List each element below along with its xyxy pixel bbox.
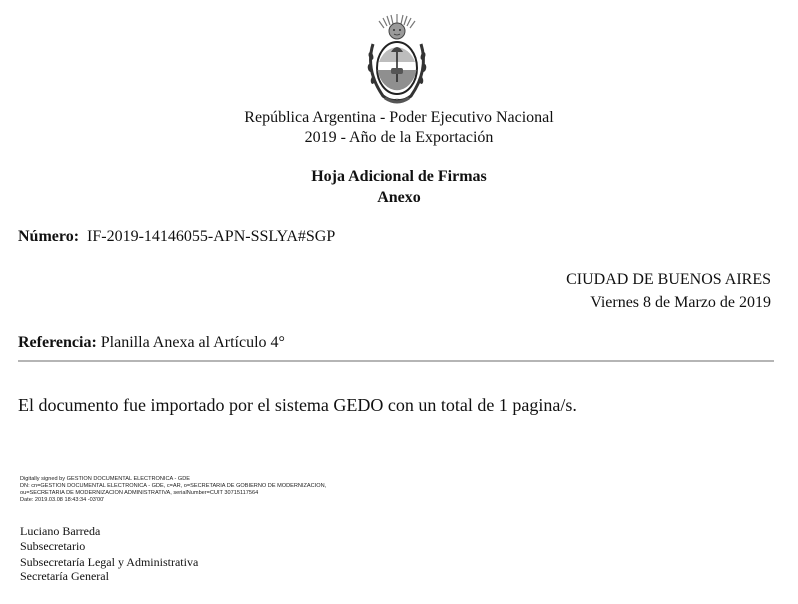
document-number [18,227,335,247]
document-subtitle: Anexo [377,189,421,206]
digital-signature-line: ou=SECRETARIA DE MODERNIZACION ADMINISTRATIVA, serialNumber=CUIT 30715117564 [20,490,259,496]
header-line-1: República Argentina - Poder Ejecutivo Nacional [244,109,554,126]
document-place: CIUDAD DE BUENOS AIRES [566,271,771,288]
document-date: Viernes 8 de Marzo de 2019 [590,294,771,311]
signer-department: Secretaría General [20,569,109,583]
document-title: Hoja Adicional de Firmas [311,168,487,185]
reference-value: Planilla Anexa al Artículo 4° [100,334,285,351]
document-number-value: IF-2019-14146055-APN-SSLYA#SGP [87,228,336,245]
coat-of-arms-icon [363,12,431,108]
digital-signature-block [20,476,326,504]
document-body: El documento fue importado por el sistema GEDO con un total de 1 pagina/s. [18,395,577,415]
document-number-label: Número: [18,228,80,245]
digital-signature-line: Digitally signed by GESTION DOCUMENTAL ELECTRONICA - GDE [20,476,191,482]
reference-label: Referencia: [18,334,97,351]
header-line-2: 2019 - Año de la Exportación [304,129,494,146]
signer-position: Subsecretario [20,539,86,553]
digital-signature-line: DN: cn=GESTION DOCUMENTAL ELECTRONICA - GDE, c=AR, o=SECRETARIA DE GOBIERNO DE MODERNIZACION, [20,483,327,489]
document-reference [18,333,285,353]
divider [18,360,774,362]
digital-signature-line: Date: 2019.03.08 18:43:34 -03'00' [20,497,105,503]
signer-name: Luciano Barreda [20,524,101,538]
signer-office: Subsecretaría Legal y Administrativa [20,555,199,569]
